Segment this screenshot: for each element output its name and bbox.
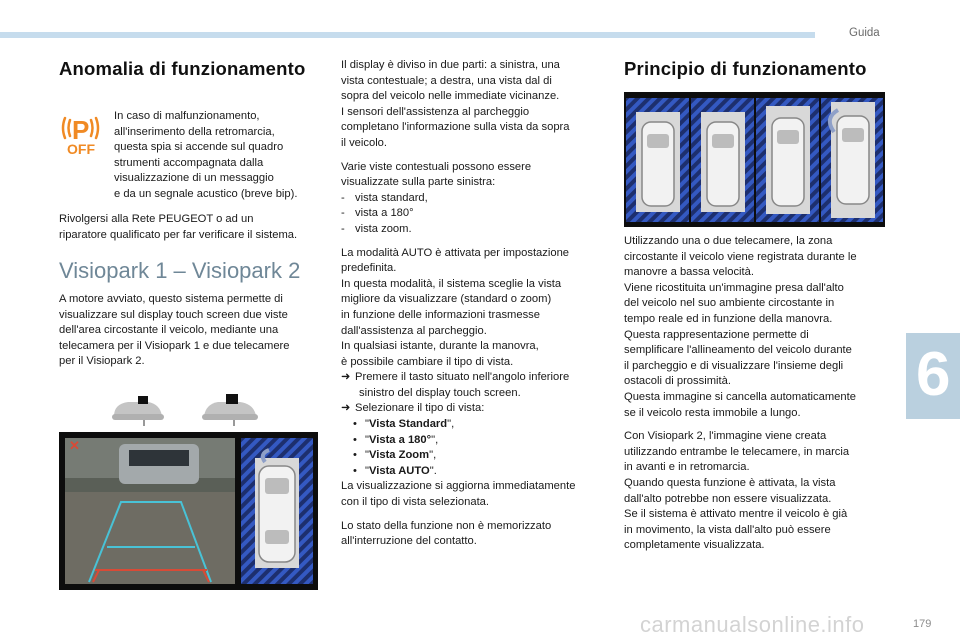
subtitle-visiopark: Visiopark 1 – Visiopark 2 (59, 258, 301, 283)
chapter-tab: 6 (906, 333, 960, 419)
header-bar (0, 32, 815, 38)
option-item: • "Vista AUTO". (353, 464, 437, 477)
watermark: carmanualsonline.info (640, 612, 865, 637)
view-list-item: - vista zoom. (341, 222, 412, 235)
top-view-sequence-image (624, 92, 885, 227)
dealer-note: Rivolgersi alla Rete PEUGEOT o ad un riparatore qualificato per far verificare il sistema. (59, 213, 298, 241)
title-anomalia: Anomalia di funzionamento (59, 58, 306, 79)
section-title: Guida (849, 27, 880, 39)
warning-paragraph: In caso di malfunzionamento, all'inserimento della retromarcia, questa spia si accende sul quadro strumenti accompagnata dalla visualizzazione di un messaggio e da un segnale acustico (breve bip). (114, 110, 298, 200)
step-item: ➜ Premere il tasto situato nell'angolo inferiore (341, 370, 575, 386)
view-list-item: - vista standard, (341, 191, 428, 204)
visiopark-display-image (59, 432, 318, 590)
visiopark-intro: A motore avviato, questo sistema permette di visualizzare sul display touch screen due viste dell'area circostante il veicolo, mediante una telecamera per il Visiopark 1 e due telecamere per il Visiopark 2. (59, 293, 290, 368)
rear-camera-car-icon (112, 396, 164, 426)
option-item: • "Vista a 180°", (353, 433, 439, 446)
page-number: 179 (913, 618, 932, 630)
option-item: • "Vista Standard", (353, 418, 455, 431)
option-item: • "Vista Zoom", (353, 449, 437, 462)
step-arrow-icon: ➜ (341, 371, 351, 384)
step-item: ➜ Selezionare il tipo di vista: (341, 401, 575, 417)
camera-position-icons (108, 394, 268, 428)
park-assist-off-warning-icon (59, 112, 103, 160)
view-list-item: - vista a 180° (341, 207, 414, 220)
svg-text:P: P (72, 115, 90, 145)
title-principio: Principio di funzionamento (624, 58, 867, 79)
svg-text:✕: ✕ (69, 438, 80, 453)
front-camera-car-icon (202, 394, 258, 426)
display-description: Il display è diviso in due parti: a sinistra, una vista contestuale; a destra, una vista dal di sopra del veicolo nelle immediate vicinanze. I sensori dell'assistenza al parcheggio completano l'informazione sulla vista da sopra il veicolo. Varie viste contestuali possono essere visualizzate sulla parte sinistra: - vista standard, - vista a 180° - vista zoom. La modalità AUTO è attivata per impostazione predefinita. In questa modalità, il sistema sceglie la vista migliore da visualizzare (standard o zoom) in funzione delle informazioni trasmesse dall'assistenza al parcheggio. In qualsiasi istante, durante la manovra, è possibile cambiare il tipo di vista. ➜ Premere il tasto situato nell'angolo inferiore sinistro del display touch screen. ➜ Selezionare il tipo di vista: • "Vista Standard", • "Vista a 180°", • "Vista Zoom", • "Vista AUTO". La visualizzazione si aggiorna immediatamente con il tipo di vista selezionata. Lo stato della funzione non è memorizzato all'interruzione del contatto. (341, 59, 576, 548)
step-arrow-icon: ➜ (341, 402, 351, 415)
off-label: OFF (67, 141, 95, 157)
principle-paragraph: Utilizzando una o due telecamere, la zona circostante il veicolo viene registrata durante le manovre a bassa velocità. Viene ricostituita un'immagine presa dall'alto del veicolo nel suo ambiente circostante in tempo reale ed in funzione della manovra. Questa rappresentazione permette di semplificare l'allineamento del veicolo durante il parcheggio e di visualizzare l'insieme degli ostacoli di prossimità. Questa immagine si cancella automaticamente se il veicolo resta immobile a lungo. Con Visiopark 2, l'immagine viene creata utilizzando entrambe le telecamere, in marcia in avanti e in retromarcia. Quando questa funzione è attivata, la vista dall'alto potrebbe non essere visualizzata. Se il sistema è attivato mentre il veicolo è già in movimento, la vista dall'alto può essere completamente visualizzata. (624, 235, 857, 552)
